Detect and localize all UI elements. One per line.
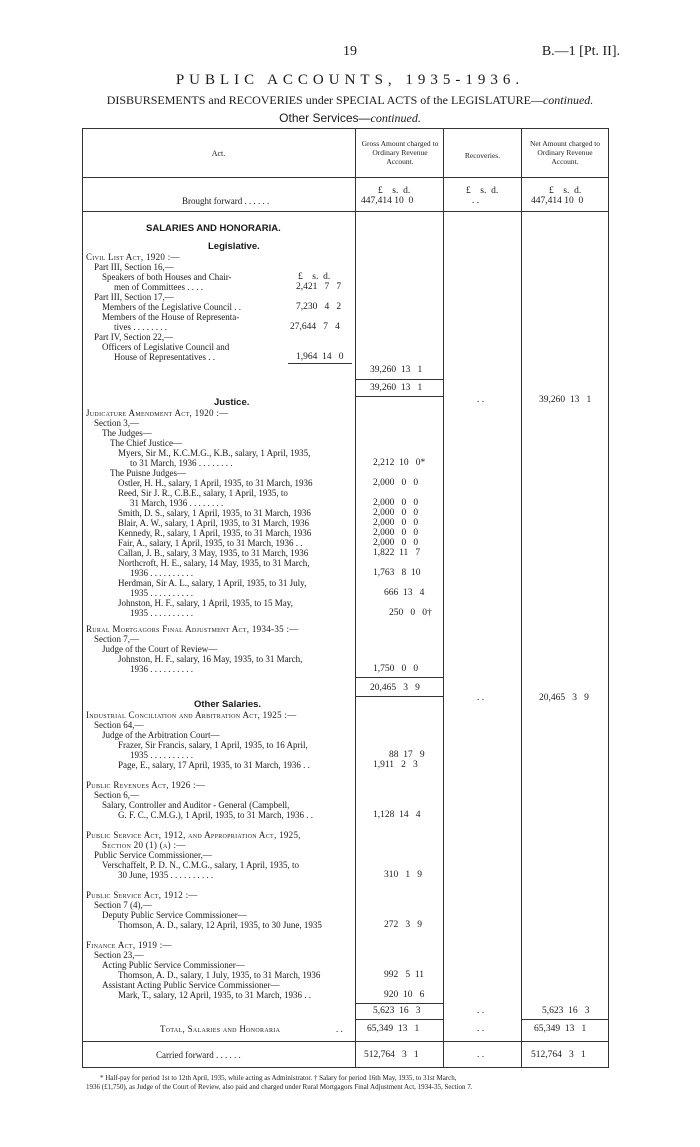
gross-amount: 920 10 6: [384, 990, 425, 1000]
act-line: Section 3,—: [94, 418, 139, 428]
page-reference: B.—1 [Pt. II].: [541, 44, 620, 59]
gross-amount: 2,212 10 0*: [373, 458, 426, 468]
act-line: Part IV, Section 22,—: [94, 332, 174, 342]
footnote: 1936 (£1,750), as Judge of the Court of Review, also paid and charged under Rural Mortgagors Final Adjustment Act, 1934-35, Section 7.: [86, 1083, 473, 1091]
header-rule: [82, 177, 609, 178]
act-line: Thomson, A. D., salary, 1 July, 1935, to 31 March, 1936: [118, 970, 321, 980]
total-salaries-recoveries: . .: [477, 1024, 485, 1034]
column-header-gross: Gross Amount charged to Ordinary Revenue Account.: [361, 139, 439, 166]
total-salaries-gross: 65,349 13 1: [367, 1024, 420, 1034]
act-line: Blair, A. W., salary, 1 April, 1935, to 31 March, 1936: [118, 518, 310, 528]
gross-amount: 2,000 0 0: [373, 518, 419, 528]
legislative-heading: Legislative.: [208, 241, 260, 252]
other-services-continued: continued.: [370, 111, 421, 125]
act-line: Judicature Amendment Act, 1920 :—: [86, 408, 229, 418]
act-line: Industrial Conciliation and Arbitration Act, 1925 :—: [86, 710, 297, 720]
subtotal-rule: [356, 396, 443, 397]
act-line: 1935 . . . . . . . . . .: [130, 588, 193, 598]
legislative-recoveries: . .: [477, 395, 485, 405]
other-total-gross: 5,623 16 3: [373, 1006, 421, 1016]
subtotal-rule: [356, 677, 443, 678]
act-line: Rural Mortgagors Final Adjustment Act, 1934-35 :—: [86, 624, 299, 634]
gross-amount: 992 5 11: [384, 970, 425, 980]
act-line: 1935 . . . . . . . . . .: [130, 608, 193, 618]
other-services-text: Other Services—: [279, 111, 371, 125]
accounts-table: [82, 128, 609, 1068]
act-line: Section 7,—: [94, 634, 139, 644]
justice-recoveries: . .: [477, 693, 485, 703]
act-line: 1936 . . . . . . . . . .: [130, 568, 193, 578]
justice-net: 20,465 3 9: [539, 693, 589, 703]
footnotes: [86, 1074, 626, 1092]
act-line: Acting Public Service Commissioner—: [102, 960, 245, 970]
act-line: to 31 March, 1936 . . . . . . . .: [130, 458, 233, 468]
units-recoveries: £ s. d.: [466, 186, 499, 196]
page-subtitle: [0, 93, 700, 108]
act-line: 1935 . . . . . . . . . .: [130, 750, 193, 760]
carried-forward-rule: [82, 1041, 609, 1042]
act-line: Part III, Section 17,—: [94, 292, 174, 302]
act-line: Public Revenues Act, 1926 :—: [86, 780, 206, 790]
subtotal-rule: [356, 1003, 443, 1004]
legislative-total-gross: 39,260 13 1: [370, 383, 423, 393]
column-divider-net: [521, 129, 522, 1067]
gross-amount: 1,763 8 10: [373, 568, 421, 578]
gross-amount: 2,000 0 0: [373, 538, 419, 548]
act-line: 31 March, 1936 . . . . . . . .: [130, 498, 224, 508]
act-line: Section 23,—: [94, 950, 144, 960]
column-divider-recoveries: [443, 129, 444, 1067]
gross-amount: 2,000 0 0: [373, 478, 419, 488]
other-salaries-heading: Other Salaries.: [194, 699, 262, 710]
act-line: Part III, Section 16,—: [94, 262, 174, 272]
gross-amount: 1,750 0 0: [373, 664, 419, 674]
carried-forward-label: Carried forward . . . . . .: [156, 1050, 241, 1060]
gross-amount: 272 3 9: [384, 920, 422, 930]
act-line: men of Committees . . . .: [114, 282, 203, 292]
act-line: Assistant Acting Public Service Commissioner—: [102, 980, 280, 990]
subtotal-rule: [356, 696, 443, 697]
other-net: 5,623 16 3: [542, 1006, 590, 1016]
legislative-subtotal: 39,260 13 1: [370, 365, 423, 375]
subtitle-continued: continued.: [542, 93, 594, 107]
act-line: Callan, J. B., salary, 3 May, 1935, to 31 March, 1936: [118, 548, 309, 558]
act-line: The Judges—: [102, 428, 152, 438]
gross-amount: 310 1 9: [384, 870, 422, 880]
act-line: Ostler, H. H., salary, 1 April, 1935, to 31 March, 1936: [118, 478, 313, 488]
inner-amount: 2,421 7 7: [296, 282, 342, 292]
act-line: tives . . . . . . . .: [114, 322, 167, 332]
act-line: 1936 . . . . . . . . . .: [130, 664, 193, 674]
subtitle-text: DISBURSEMENTS and RECOVERIES under SPECIAL ACTS of the LEGISLATURE—: [106, 93, 543, 107]
act-line: Speakers of both Houses and Chair-: [102, 272, 232, 282]
act-line: Johnston, H. F., salary, 1 April, 1935, to 15 May,: [118, 598, 293, 608]
total-salaries-dots: . .: [336, 1024, 343, 1034]
total-salaries-label: Total, Salaries and Honoraria: [160, 1024, 281, 1034]
act-line: Members of the Legislative Council . .: [102, 302, 241, 312]
act-line: Northcroft, H. E., salary, 14 May, 1935, to 31 March,: [118, 558, 310, 568]
inner-units: £ s. d.: [298, 272, 331, 282]
page-title: PUBLIC ACCOUNTS, 1935-1936.: [175, 72, 525, 88]
justice-heading: Justice.: [214, 397, 250, 408]
act-line: Section 20 (1) (a) :—: [102, 840, 186, 850]
page-header: [0, 0, 700, 130]
act-line: Smith, D. S., salary, 1 April, 1935, to 31 March, 1936: [118, 508, 311, 518]
gross-amount: 1,911 2 3: [373, 760, 418, 770]
act-line: Myers, Sir M., K.C.M.G., K.B., salary, 1 April, 1935,: [118, 448, 311, 458]
act-line: Public Service Act, 1912 :—: [86, 890, 198, 900]
brought-forward-gross: 447,414 10 0: [361, 196, 414, 206]
act-line: Judge of the Arbitration Court—: [102, 730, 220, 740]
act-line: Verschaffelt, P. D. N., C.M.G., salary, 1 April, 1935, to: [102, 860, 299, 870]
act-line: Officers of Legislative Council and: [102, 342, 230, 352]
carried-forward-net: 512,764 3 1: [531, 1050, 586, 1060]
gross-amount: 250 0 0†: [389, 608, 432, 618]
act-line: Johnston, H. F., salary, 16 May, 1935, to 31 March,: [118, 654, 303, 664]
act-line: Judge of the Court of Review—: [102, 644, 218, 654]
brought-forward-net: 447,414 10 0: [531, 196, 584, 206]
act-line: Public Service Commissioner,—: [94, 850, 212, 860]
subtotal-rule: [356, 379, 443, 380]
carried-forward-gross: 512,764 3 1: [364, 1050, 419, 1060]
column-header-net: Net Amount charged to Ordinary Revenue Account.: [529, 139, 601, 166]
carried-forward-recoveries: . .: [477, 1050, 485, 1060]
gross-amount: 1,128 14 4: [373, 810, 421, 820]
page-number: 19: [343, 44, 357, 59]
salaries-heading: SALARIES AND HONORARIA.: [146, 223, 281, 234]
footnote: * Half-pay for period 1st to 12th April, 1935, while acting as Administrator. † Salary for period 16th May, 1935, to 31st March,: [100, 1074, 457, 1082]
column-header-recoveries: Recoveries.: [464, 151, 501, 160]
act-line: Page, E., salary, 17 April, 1935, to 31 March, 1936 . .: [118, 760, 310, 770]
act-line: G. F. C., C.M.G.), 1 April, 1935, to 31 March, 1936 . .: [118, 810, 314, 820]
act-line: Civil List Act, 1920 :—: [86, 252, 180, 262]
table-border-right: [608, 129, 609, 1067]
column-header-act: Act.: [211, 149, 226, 158]
act-line: Deputy Public Service Commissioner—: [102, 910, 247, 920]
units-gross: £ s. d.: [378, 186, 411, 196]
subtotal-rule: [288, 363, 352, 364]
inner-amount: 7,230 4 2: [296, 302, 342, 312]
act-line: Section 7 (4),—: [94, 900, 152, 910]
inner-amount: 1,964 14 0: [296, 352, 344, 362]
act-line: Section 6,—: [94, 790, 139, 800]
act-line: Public Service Act, 1912, and Appropriation Act, 1925,: [86, 830, 301, 840]
act-line: Finance Act, 1919 :—: [86, 940, 172, 950]
justice-total-gross: 20,465 3 9: [370, 683, 420, 693]
subtotal-rule: [522, 1019, 608, 1020]
legislative-net: 39,260 13 1: [539, 395, 592, 405]
brought-forward-rule: [82, 211, 609, 212]
act-line: The Chief Justice—: [110, 438, 182, 448]
act-line: Kennedy, R., salary, 1 April, 1935, to 31 March, 1936: [118, 528, 312, 538]
brought-forward-recoveries: . .: [472, 196, 480, 206]
column-divider-gross: [355, 129, 356, 1067]
act-line: 30 June, 1935 . . . . . . . . . .: [118, 870, 214, 880]
gross-amount: 2,000 0 0: [373, 498, 419, 508]
gross-amount: 666 13 4: [384, 588, 425, 598]
act-line: Section 64,—: [94, 720, 144, 730]
other-recoveries: . .: [477, 1006, 485, 1016]
total-salaries-net: 65,349 13 1: [534, 1024, 587, 1034]
section-subtitle: [0, 111, 700, 126]
act-line: Mark, T., salary, 12 April, 1935, to 31 March, 1936 . .: [118, 990, 312, 1000]
act-line: Fair, A., salary, 1 April, 1935, to 31 March, 1936 . .: [118, 538, 303, 548]
act-line: Members of the House of Representa-: [102, 312, 240, 322]
units-net: £ s. d.: [549, 186, 582, 196]
act-line: Frazer, Sir Francis, salary, 1 April, 1935, to 16 April,: [118, 740, 308, 750]
act-line: The Puisne Judges—: [110, 468, 186, 478]
brought-forward-label: Brought forward . . . . . .: [182, 196, 270, 206]
act-line: Herdman, Sir A. L., salary, 1 April, 1935, to 31 July,: [118, 578, 307, 588]
gross-amount: 2,000 0 0: [373, 528, 419, 538]
act-line: Reed, Sir J. R., C.B.E., salary, 1 April, 1935, to: [118, 488, 288, 498]
subtotal-rule: [356, 1019, 443, 1020]
act-line: House of Representatives . .: [114, 352, 215, 362]
gross-amount: 2,000 0 0: [373, 508, 419, 518]
inner-amount: 27,644 7 4: [290, 322, 340, 332]
act-line: Thomson, A. D., salary, 12 April, 1935, to 30 June, 1935: [118, 920, 322, 930]
gross-amount: 1,822 11 7: [373, 548, 421, 558]
table-border-left: [82, 129, 83, 1067]
gross-amount: 88 17 9: [389, 750, 425, 760]
act-line: Salary, Controller and Auditor - General (Campbell,: [102, 800, 290, 810]
